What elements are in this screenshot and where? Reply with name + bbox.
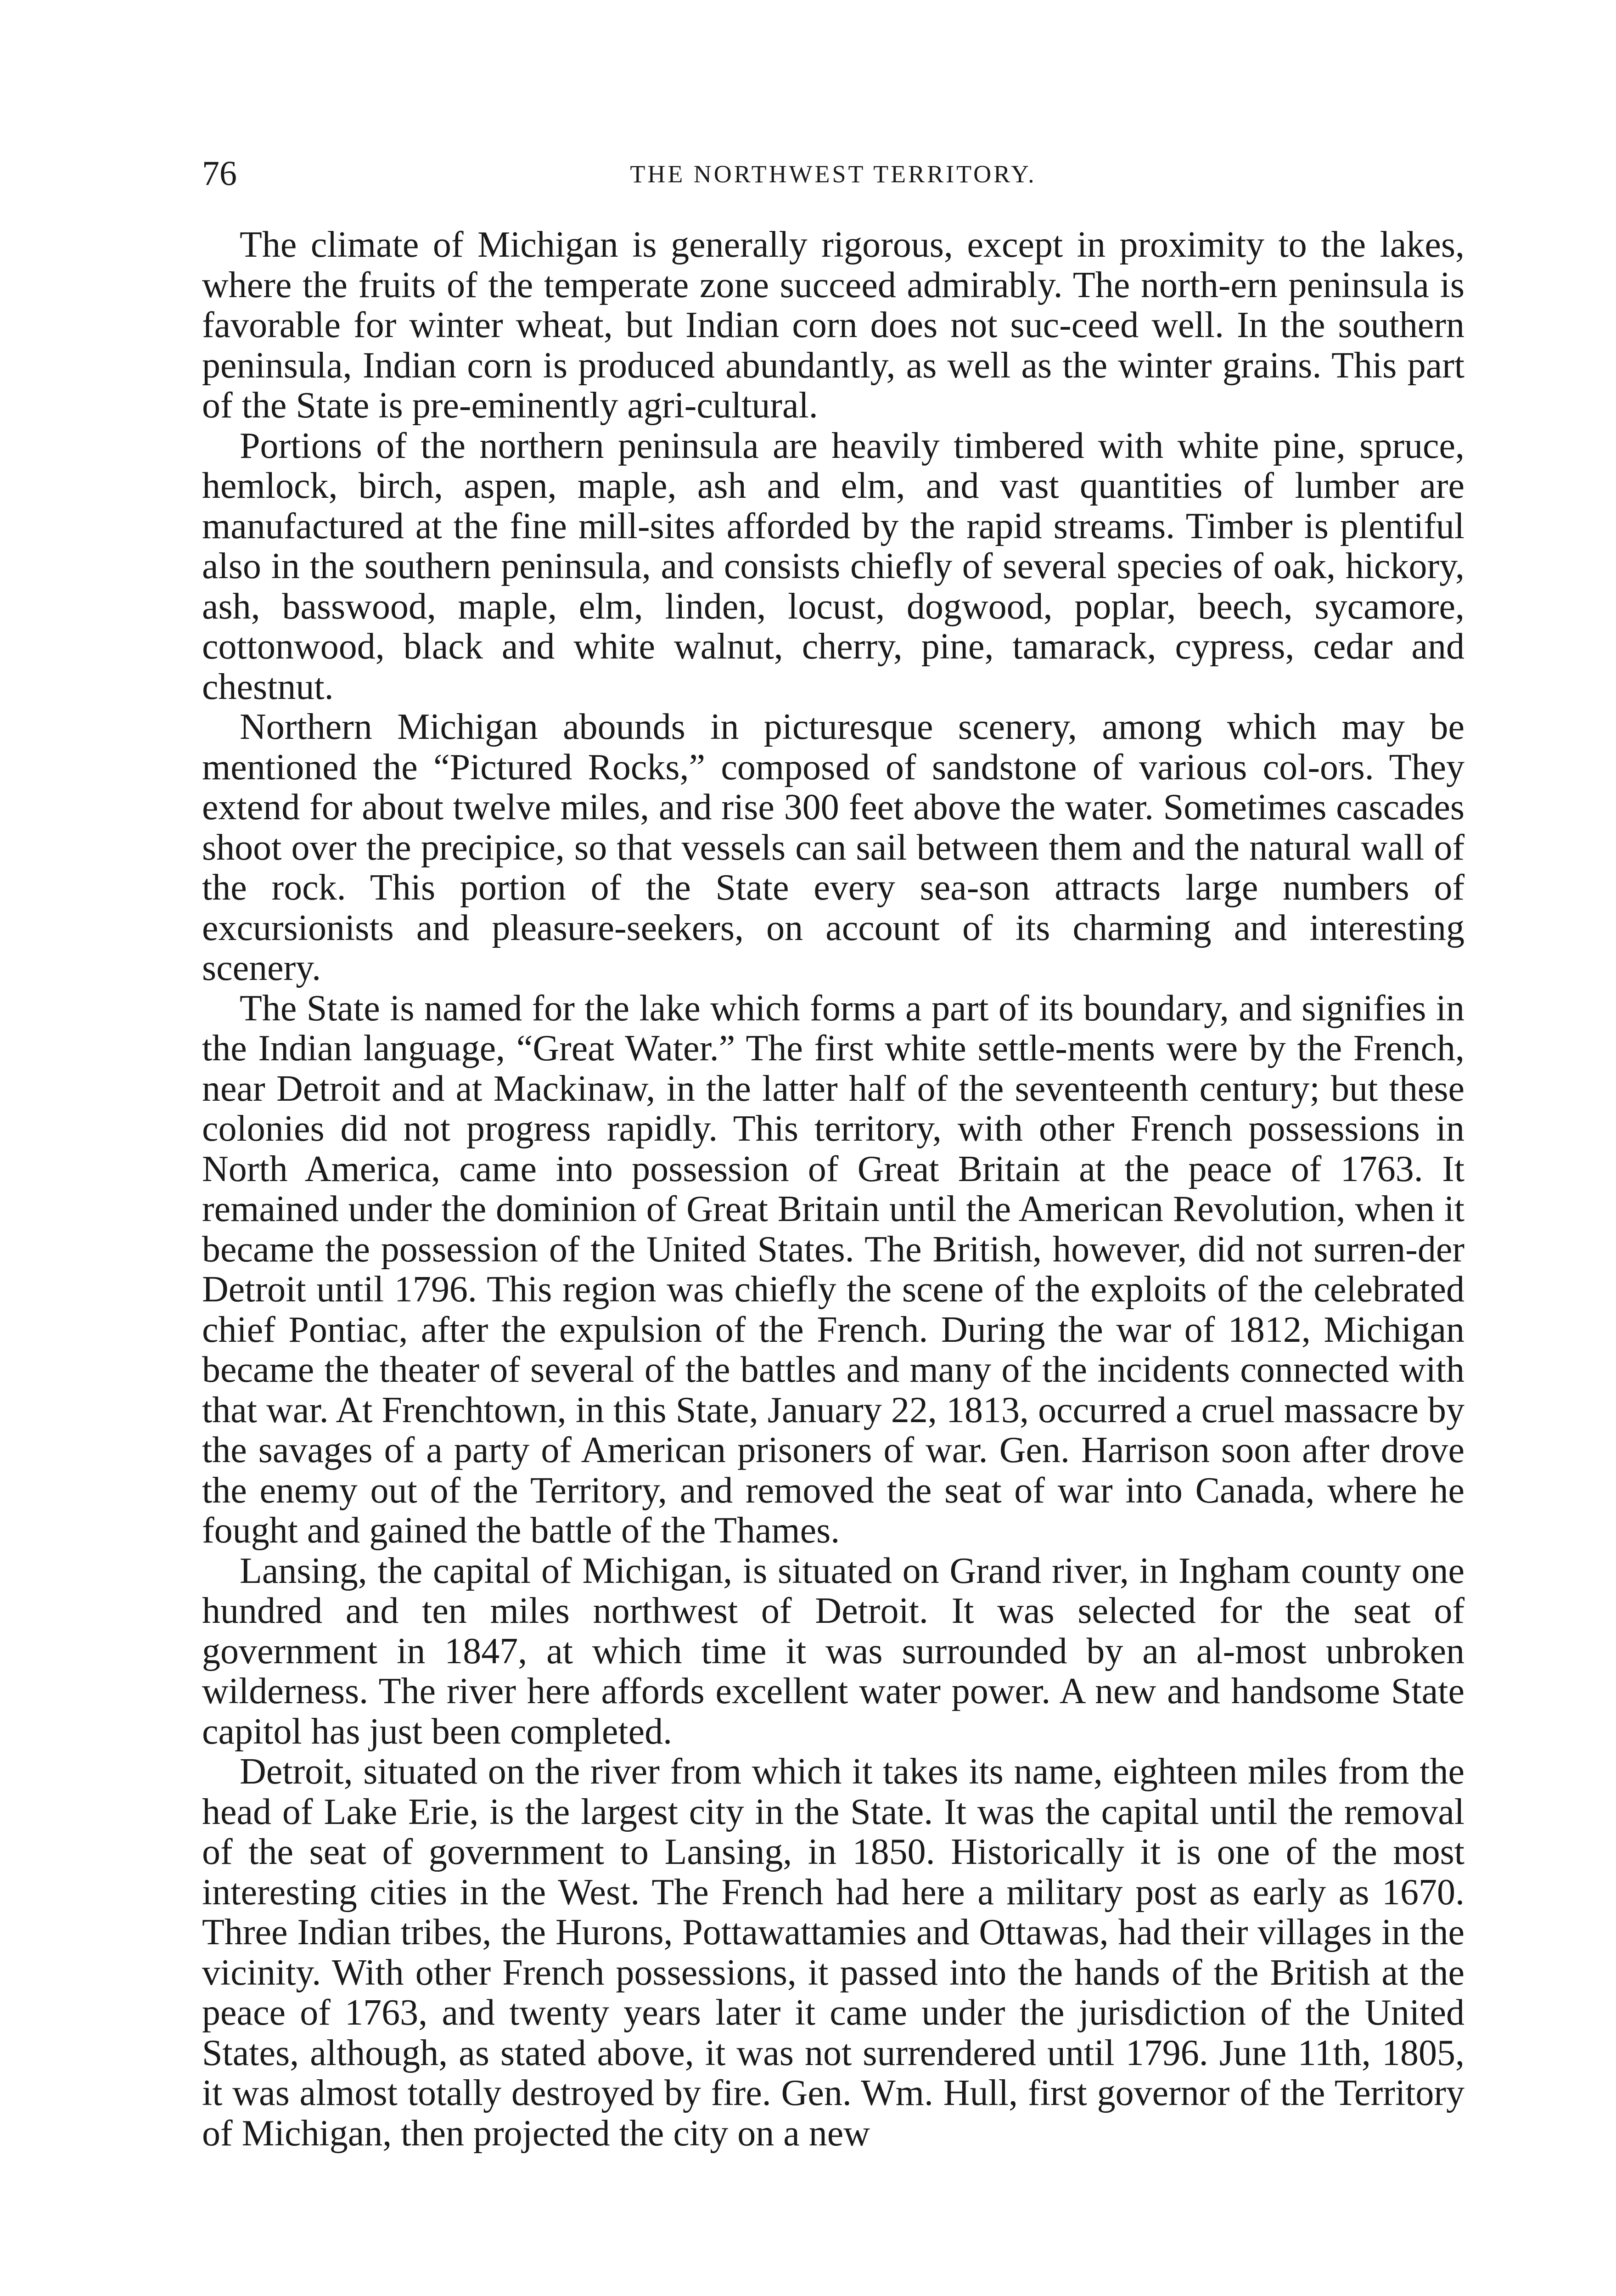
- paragraph-history: The State is named for the lake which forms a part of its boundary, and signifies in the Indian language, “Great Water.” The first white settle-ments were by the French, near Detroit and at Mackinaw, in the latter half of the seventeenth century; but these colonies did not progress rapidly. This territory, with other French possessions in North America, came into possession of Great Britain at the peace of 1763. It remained under the dominion of Great Britain until the American Revolution, when it became the possession of the United States. The British, however, did not surren-der Detroit until 1796. This region was chiefly the scene of the exploits of the celebrated chief Pontiac, after the expulsion of the French. During the war of 1812, Michigan became the theater of several of the battles and many of the incidents connected with that war. At Frenchtown, in this State, January 22, 1813, occurred a cruel massacre by the savages of a party of American prisoners of war. Gen. Harrison soon after drove the enemy out of the Territory, and removed the seat of war into Canada, where he fought and gained the battle of the Thames.: [202, 988, 1464, 1551]
- running-title: THE NORTHWEST TERRITORY.: [630, 160, 1037, 188]
- page-number: 76: [202, 154, 237, 193]
- paragraph-climate: The climate of Michigan is generally rigorous, except in proximity to the lakes, where the fruits of the temperate zone succeed admirably. The north-ern peninsula is favorable for winter wheat, but Indian corn does not suc-ceed well. In the southern peninsula, Indian corn is produced abundantly, as well as the winter grains. This part of the State is pre-eminently agri-cultural.: [202, 225, 1464, 426]
- paragraph-lansing: Lansing, the capital of Michigan, is situated on Grand river, in Ingham county one hundred and ten miles northwest of Detroit. It was selected for the seat of government in 1847, at which time it was surrounded by an al-most unbroken wilderness. The river here affords excellent water power. A new and handsome State capitol has just been completed.: [202, 1550, 1464, 1752]
- paragraph-timber: Portions of the northern peninsula are heavily timbered with white pine, spruce, hemlock, birch, aspen, maple, ash and elm, and vast quantities of lumber are manufactured at the fine mill-sites afforded by the rapid streams. Timber is plentiful also in the southern peninsula, and consists chiefly of several species of oak, hickory, ash, basswood, maple, elm, linden, locust, dogwood, poplar, beech, sycamore, cottonwood, black and white walnut, cherry, pine, tamarack, cypress, cedar and chestnut.: [202, 425, 1464, 707]
- body-text: [202, 225, 1464, 2154]
- running-head: [202, 152, 1464, 202]
- book-page: [202, 152, 1464, 2154]
- paragraph-detroit: Detroit, situated on the river from which it takes its name, eighteen miles from the head of Lake Erie, is the largest city in the State. It was the capital until the removal of the seat of government to Lansing, in 1850. Historically it is one of the most interesting cities in the West. The French had here a military post as early as 1670. Three Indian tribes, the Hurons, Pottawattamies and Ottawas, had their villages in the vicinity. With other French possessions, it passed into the hands of the British at the peace of 1763, and twenty years later it came under the jurisdiction of the United States, although, as stated above, it was not surrendered until 1796. June 11th, 1805, it was almost totally destroyed by fire. Gen. Wm. Hull, first governor of the Territory of Michigan, then projected the city on a new: [202, 1751, 1464, 2154]
- paragraph-pictured-rocks: Northern Michigan abounds in picturesque scenery, among which may be mentioned the “Pictured Rocks,” composed of sandstone of various col-ors. They extend for about twelve miles, and rise 300 feet above the water. Sometimes cascades shoot over the precipice, so that vessels can sail between them and the natural wall of the rock. This portion of the State every sea-son attracts large numbers of excursionists and pleasure-seekers, on account of its charming and interesting scenery.: [202, 707, 1464, 988]
